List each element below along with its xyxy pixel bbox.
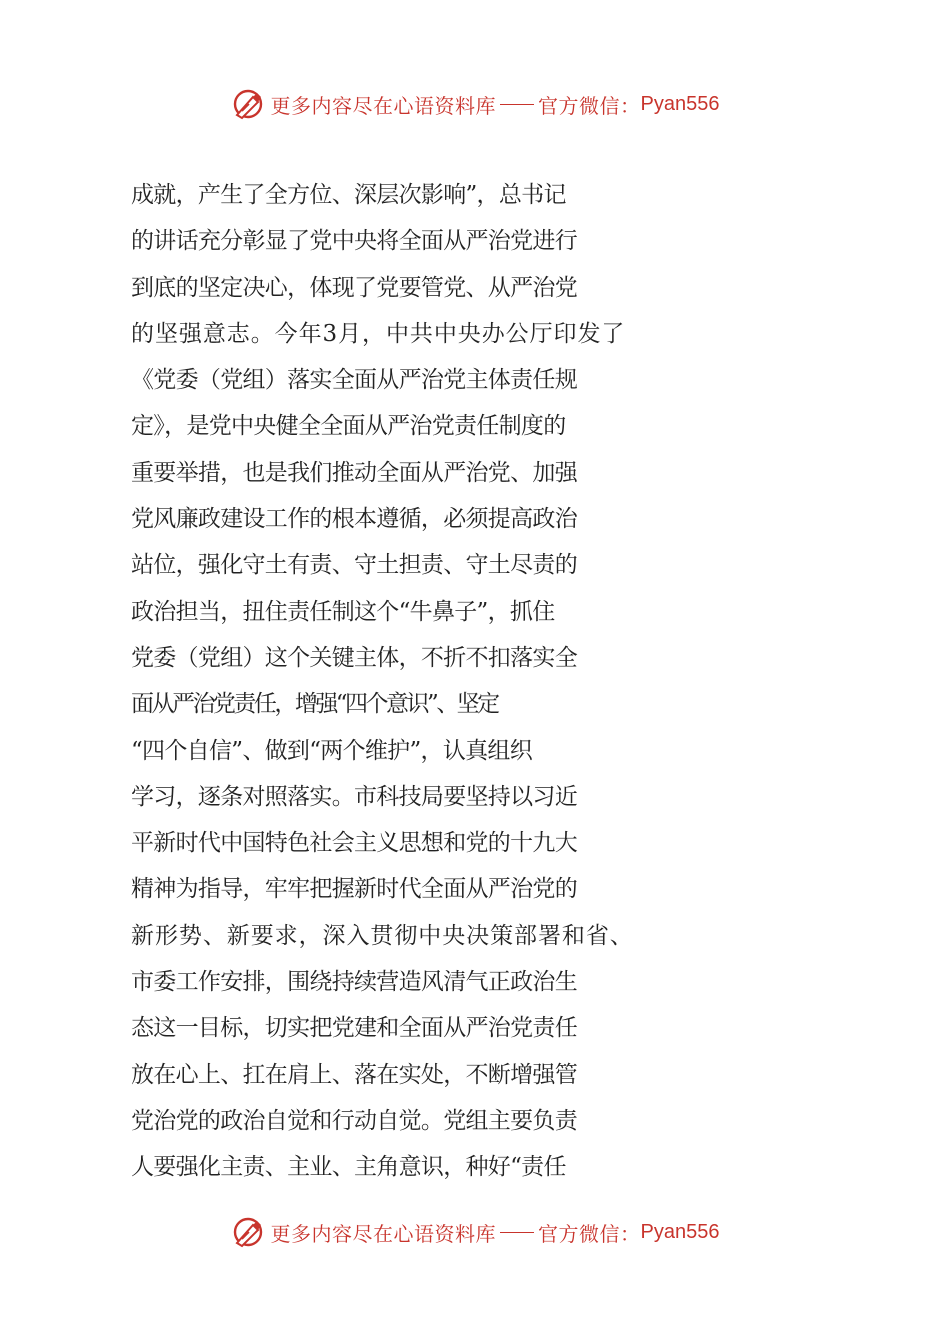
body-line: “四个自信”、做到“两个维护”，认真组织 (131, 737, 533, 764)
body-line: 平新时代中国特色社会主义思想和党的十九大 (131, 830, 578, 857)
body-line: 放在心上、扛在肩上、落在实处，不断增强管 (131, 1061, 578, 1088)
body-line: 精神为指导，牢牢把握新时代全面从严治党的 (131, 876, 578, 903)
header-wechat-id: Pyan556 (640, 92, 720, 115)
body-line: 到底的坚定决心，体现了党要管党、从严治党 (131, 274, 578, 301)
body-line: 成就，产生了全方位、深层次影响”，总书记 (131, 182, 566, 208)
header-banner-dash (500, 104, 534, 105)
pen-nib-icon (231, 87, 265, 121)
body-line: 学习，逐条对照落实。市科技局要坚持以习近 (131, 783, 578, 810)
body-line: 党风廉政建设工作的根本遵循，必须提高政治 (131, 506, 578, 533)
body-line: 政治担当，扭住责任制这个“牛鼻子”，抓住 (131, 598, 555, 625)
footer-banner-text: 更多内容尽在心语资料库 (270, 1221, 497, 1246)
footer-banner (0, 1212, 950, 1252)
header-banner-suffix: 官方微信： (538, 93, 641, 118)
body-line: 人要强化主责、主业、主角意识，种好“责任 (131, 1154, 566, 1181)
header-banner-text: 更多内容尽在心语资料库 (270, 93, 497, 118)
body-line: 市委工作安排，围绕持续营造风清气正政治生 (131, 969, 578, 996)
footer-wechat-id: Pyan556 (640, 1220, 720, 1243)
body-line: 站位，强化守土有责、守土担责、守土尽责的 (131, 552, 578, 579)
footer-banner-suffix: 官方微信： (538, 1221, 641, 1246)
document-body (131, 172, 821, 1191)
body-line: 重要举措，也是我们推动全面从严治党、加强 (131, 459, 578, 486)
body-line: 党委（党组）这个关键主体，不折不扣落实全 (131, 644, 578, 671)
body-line: 新形势、新要求，深入贯彻中央决策部署和省、 (131, 922, 634, 949)
body-line: 《党委（党组）落实全面从严治党主体责任规 (131, 367, 578, 394)
pen-nib-icon (231, 1215, 265, 1249)
body-line: 党治党的政治自觉和行动自觉。党组主要负责 (131, 1107, 578, 1134)
footer-banner-dash (500, 1232, 534, 1233)
body-line: 定》，是党中央健全全面从严治党责任制度的 (131, 413, 566, 440)
body-line: 态这一目标，切实把党建和全面从严治党责任 (131, 1015, 578, 1042)
body-line: 面从严治党责任，增强“四个意识”、坚定 (131, 691, 498, 718)
body-line: 的讲话充分彰显了党中央将全面从严治党进行 (131, 228, 578, 255)
body-line: 的坚强意志。今年3月，中共中央办公厅印发了 (131, 320, 626, 347)
header-banner (0, 84, 950, 124)
